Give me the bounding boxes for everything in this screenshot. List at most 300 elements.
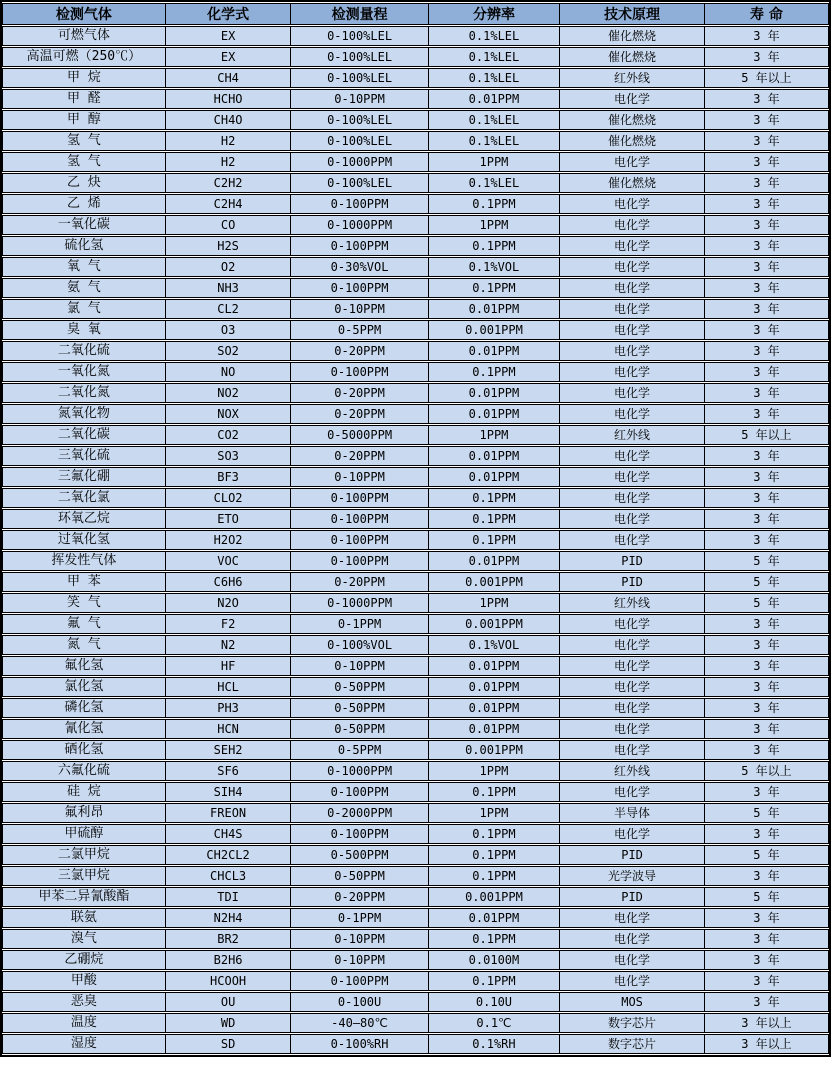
cell-resolution: 0.1PPM (429, 929, 560, 949)
cell-chemical-formula: H2O2 (166, 530, 292, 550)
cell-lifespan: 3 年 (705, 677, 829, 697)
cell-lifespan: 3 年 (705, 740, 829, 760)
cell-lifespan: 3 年 (705, 341, 829, 361)
table-row (2, 1013, 829, 1033)
cell-resolution: 0.01PPM (429, 551, 560, 571)
cell-technology: 催化燃烧 (560, 173, 705, 193)
cell-detection-range: 0-1000PPM (291, 215, 428, 235)
cell-gas-name: 过氧化氢 (2, 530, 166, 550)
cell-lifespan: 3 年 (705, 656, 829, 676)
cell-detection-range: 0-100PPM (291, 530, 428, 550)
cell-technology: 电化学 (560, 89, 705, 109)
cell-technology: PID (560, 887, 705, 907)
cell-chemical-formula: CO (166, 215, 292, 235)
cell-resolution: 0.1PPM (429, 236, 560, 256)
cell-gas-name: 臭 氧 (2, 320, 166, 340)
cell-resolution: 0.1%RH (429, 1034, 560, 1054)
table-row (2, 719, 829, 739)
cell-lifespan: 3 年 (705, 530, 829, 550)
cell-chemical-formula: B2H6 (166, 950, 292, 970)
cell-detection-range: 0-100%VOL (291, 635, 428, 655)
cell-lifespan: 3 年 (705, 446, 829, 466)
cell-chemical-formula: BF3 (166, 467, 292, 487)
cell-detection-range: 0-50PPM (291, 866, 428, 886)
cell-resolution: 0.1PPM (429, 509, 560, 529)
cell-resolution: 0.01PPM (429, 719, 560, 739)
cell-resolution: 0.1%LEL (429, 131, 560, 151)
cell-chemical-formula: NO (166, 362, 292, 382)
cell-chemical-formula: HCL (166, 677, 292, 697)
table-row (2, 467, 829, 487)
cell-chemical-formula: HCN (166, 719, 292, 739)
cell-detection-range: 0-2000PPM (291, 803, 428, 823)
cell-gas-name: 湿度 (2, 1034, 166, 1054)
cell-technology: 红外线 (560, 761, 705, 781)
cell-gas-name: 三氧化硫 (2, 446, 166, 466)
cell-chemical-formula: CH4 (166, 68, 292, 88)
table-row (2, 992, 829, 1012)
table-row (2, 971, 829, 991)
table-row (2, 320, 829, 340)
cell-lifespan: 5 年 (705, 803, 829, 823)
cell-resolution: 0.1℃ (429, 1013, 560, 1033)
cell-resolution: 1PPM (429, 593, 560, 613)
cell-technology: 电化学 (560, 635, 705, 655)
cell-detection-range: 0-100PPM (291, 824, 428, 844)
cell-detection-range: 0-20PPM (291, 887, 428, 907)
cell-resolution: 1PPM (429, 152, 560, 172)
column-header-resolution: 分辨率 (429, 3, 560, 25)
cell-resolution: 0.01PPM (429, 698, 560, 718)
cell-chemical-formula: CH2CL2 (166, 845, 292, 865)
cell-detection-range: 0-20PPM (291, 383, 428, 403)
cell-lifespan: 3 年 (705, 467, 829, 487)
cell-resolution: 0.10U (429, 992, 560, 1012)
cell-technology: 电化学 (560, 698, 705, 718)
table-row (2, 530, 829, 550)
cell-technology: 电化学 (560, 929, 705, 949)
cell-detection-range: 0-10PPM (291, 467, 428, 487)
table-row (2, 299, 829, 319)
cell-detection-range: 0-100%LEL (291, 47, 428, 67)
cell-resolution: 0.1%VOL (429, 257, 560, 277)
cell-resolution: 0.1PPM (429, 845, 560, 865)
cell-technology: 数字芯片 (560, 1013, 705, 1033)
cell-resolution: 0.01PPM (429, 299, 560, 319)
cell-gas-name: 氢 气 (2, 131, 166, 151)
cell-chemical-formula: H2S (166, 236, 292, 256)
cell-resolution: 0.1PPM (429, 278, 560, 298)
cell-detection-range: 0-100PPM (291, 236, 428, 256)
cell-chemical-formula: CL2 (166, 299, 292, 319)
cell-chemical-formula: WD (166, 1013, 292, 1033)
cell-chemical-formula: CHCL3 (166, 866, 292, 886)
cell-lifespan: 3 年 (705, 299, 829, 319)
cell-gas-name: 硒化氢 (2, 740, 166, 760)
cell-chemical-formula: ETO (166, 509, 292, 529)
cell-resolution: 1PPM (429, 803, 560, 823)
cell-technology: 电化学 (560, 782, 705, 802)
cell-technology: 半导体 (560, 803, 705, 823)
cell-detection-range: 0-100PPM (291, 194, 428, 214)
cell-gas-name: 氨 气 (2, 278, 166, 298)
cell-detection-range: 0-100PPM (291, 971, 428, 991)
cell-lifespan: 3 年 (705, 173, 829, 193)
cell-lifespan: 3 年 (705, 929, 829, 949)
cell-resolution: 0.001PPM (429, 572, 560, 592)
cell-chemical-formula: NH3 (166, 278, 292, 298)
cell-gas-name: 氯 气 (2, 299, 166, 319)
cell-gas-name: 高温可燃（250℃） (2, 47, 166, 67)
cell-detection-range: 0-100PPM (291, 551, 428, 571)
cell-gas-name: 二氧化碳 (2, 425, 166, 445)
cell-gas-name: 氟化氢 (2, 656, 166, 676)
cell-technology: 电化学 (560, 341, 705, 361)
cell-technology: PID (560, 845, 705, 865)
cell-technology: 电化学 (560, 971, 705, 991)
cell-chemical-formula: VOC (166, 551, 292, 571)
table-row (2, 110, 829, 130)
cell-technology: 数字芯片 (560, 1034, 705, 1054)
cell-detection-range: 0-100PPM (291, 782, 428, 802)
cell-chemical-formula: N2 (166, 635, 292, 655)
cell-gas-name: 甲苯二异氰酸酯 (2, 887, 166, 907)
cell-gas-name: 甲 烷 (2, 68, 166, 88)
cell-lifespan: 3 年 (705, 908, 829, 928)
cell-resolution: 0.01PPM (429, 446, 560, 466)
cell-gas-name: 二氧化氮 (2, 383, 166, 403)
cell-gas-name: 氮氧化物 (2, 404, 166, 424)
table-row (2, 152, 829, 172)
cell-detection-range: 0-5000PPM (291, 425, 428, 445)
column-header-gas-name: 检测气体 (2, 3, 166, 25)
cell-lifespan: 5 年以上 (705, 761, 829, 781)
table-row (2, 383, 829, 403)
cell-chemical-formula: SD (166, 1034, 292, 1054)
cell-technology: 电化学 (560, 908, 705, 928)
column-header-technology: 技术原理 (560, 3, 705, 25)
cell-detection-range: 0-100%RH (291, 1034, 428, 1054)
cell-lifespan: 5 年以上 (705, 425, 829, 445)
cell-gas-name: 溴气 (2, 929, 166, 949)
cell-detection-range: 0-10PPM (291, 656, 428, 676)
cell-chemical-formula: N2O (166, 593, 292, 613)
cell-technology: 电化学 (560, 614, 705, 634)
cell-chemical-formula: CH4S (166, 824, 292, 844)
cell-lifespan: 3 年 (705, 26, 829, 46)
cell-detection-range: 0-1PPM (291, 614, 428, 634)
cell-chemical-formula: CO2 (166, 425, 292, 445)
cell-gas-name: 二氯甲烷 (2, 845, 166, 865)
cell-gas-name: 甲 醇 (2, 110, 166, 130)
cell-lifespan: 3 年以上 (705, 1013, 829, 1033)
cell-gas-name: 氧 气 (2, 257, 166, 277)
cell-gas-name: 二氧化氯 (2, 488, 166, 508)
cell-resolution: 0.01PPM (429, 89, 560, 109)
cell-detection-range: 0-1000PPM (291, 593, 428, 613)
cell-technology: 电化学 (560, 278, 705, 298)
cell-resolution: 0.01PPM (429, 341, 560, 361)
cell-lifespan: 3 年 (705, 89, 829, 109)
cell-detection-range: 0-50PPM (291, 719, 428, 739)
cell-chemical-formula: HCHO (166, 89, 292, 109)
cell-chemical-formula: BR2 (166, 929, 292, 949)
cell-chemical-formula: N2H4 (166, 908, 292, 928)
table-row (2, 257, 829, 277)
cell-lifespan: 3 年 (705, 782, 829, 802)
table-row (2, 425, 829, 445)
table-row (2, 215, 829, 235)
cell-lifespan: 3 年 (705, 236, 829, 256)
cell-detection-range: -40—80℃ (291, 1013, 428, 1033)
cell-gas-name: 硅 烷 (2, 782, 166, 802)
cell-detection-range: 0-500PPM (291, 845, 428, 865)
table-row (2, 803, 829, 823)
table-row (2, 656, 829, 676)
table-row (2, 572, 829, 592)
cell-resolution: 1PPM (429, 215, 560, 235)
cell-detection-range: 0-5PPM (291, 740, 428, 760)
table-row (2, 614, 829, 634)
table-row (2, 47, 829, 67)
cell-resolution: 0.001PPM (429, 740, 560, 760)
header-row (2, 3, 829, 25)
table-row (2, 26, 829, 46)
table-row (2, 866, 829, 886)
cell-lifespan: 5 年 (705, 593, 829, 613)
column-header-chemical-formula: 化学式 (166, 3, 292, 25)
cell-detection-range: 0-100%LEL (291, 173, 428, 193)
cell-detection-range: 0-50PPM (291, 698, 428, 718)
cell-gas-name: 乙 炔 (2, 173, 166, 193)
cell-chemical-formula: O3 (166, 320, 292, 340)
cell-chemical-formula: C6H6 (166, 572, 292, 592)
cell-gas-name: 环氧乙烷 (2, 509, 166, 529)
cell-chemical-formula: H2 (166, 152, 292, 172)
cell-gas-name: 氰化氢 (2, 719, 166, 739)
cell-technology: 电化学 (560, 740, 705, 760)
table-row (2, 278, 829, 298)
cell-detection-range: 0-10PPM (291, 89, 428, 109)
cell-technology: 电化学 (560, 950, 705, 970)
cell-resolution: 0.1PPM (429, 530, 560, 550)
cell-lifespan: 3 年 (705, 362, 829, 382)
cell-chemical-formula: SO3 (166, 446, 292, 466)
cell-lifespan: 5 年以上 (705, 68, 829, 88)
cell-technology: 电化学 (560, 656, 705, 676)
cell-gas-name: 氢 气 (2, 152, 166, 172)
cell-detection-range: 0-20PPM (291, 572, 428, 592)
cell-technology: 催化燃烧 (560, 26, 705, 46)
cell-detection-range: 0-30%VOL (291, 257, 428, 277)
cell-technology: PID (560, 572, 705, 592)
cell-resolution: 0.1PPM (429, 488, 560, 508)
cell-technology: 红外线 (560, 593, 705, 613)
cell-technology: 电化学 (560, 488, 705, 508)
cell-lifespan: 3 年 (705, 635, 829, 655)
cell-chemical-formula: PH3 (166, 698, 292, 718)
cell-detection-range: 0-100PPM (291, 362, 428, 382)
table-row (2, 551, 829, 571)
cell-lifespan: 3 年 (705, 509, 829, 529)
cell-resolution: 0.01PPM (429, 383, 560, 403)
table-row (2, 950, 829, 970)
table-row (2, 824, 829, 844)
cell-technology: PID (560, 551, 705, 571)
column-header-lifespan: 寿 命 (705, 3, 829, 25)
table-row (2, 1034, 829, 1054)
cell-lifespan: 3 年 (705, 110, 829, 130)
table-row (2, 782, 829, 802)
cell-chemical-formula: CLO2 (166, 488, 292, 508)
cell-gas-name: 硫化氢 (2, 236, 166, 256)
cell-resolution: 0.01PPM (429, 467, 560, 487)
table-row (2, 635, 829, 655)
cell-resolution: 1PPM (429, 425, 560, 445)
cell-gas-name: 磷化氢 (2, 698, 166, 718)
cell-technology: 电化学 (560, 194, 705, 214)
cell-lifespan: 3 年 (705, 404, 829, 424)
cell-resolution: 0.1%LEL (429, 26, 560, 46)
cell-gas-name: 恶臭 (2, 992, 166, 1012)
cell-technology: 电化学 (560, 530, 705, 550)
cell-gas-name: 乙 烯 (2, 194, 166, 214)
cell-technology: 电化学 (560, 152, 705, 172)
cell-technology: 电化学 (560, 404, 705, 424)
cell-chemical-formula: SEH2 (166, 740, 292, 760)
cell-detection-range: 0-1000PPM (291, 761, 428, 781)
table-row (2, 404, 829, 424)
table-row (2, 446, 829, 466)
cell-resolution: 1PPM (429, 761, 560, 781)
table-row (2, 509, 829, 529)
table-row (2, 236, 829, 256)
cell-resolution: 0.1PPM (429, 782, 560, 802)
cell-gas-name: 氮 气 (2, 635, 166, 655)
cell-technology: 电化学 (560, 257, 705, 277)
cell-detection-range: 0-1000PPM (291, 152, 428, 172)
cell-resolution: 0.1PPM (429, 194, 560, 214)
cell-lifespan: 3 年 (705, 320, 829, 340)
cell-technology: 电化学 (560, 299, 705, 319)
cell-lifespan: 5 年 (705, 887, 829, 907)
cell-technology: 电化学 (560, 719, 705, 739)
table-row (2, 341, 829, 361)
cell-gas-name: 氟利昂 (2, 803, 166, 823)
cell-chemical-formula: TDI (166, 887, 292, 907)
cell-detection-range: 0-100%LEL (291, 68, 428, 88)
cell-chemical-formula: FREON (166, 803, 292, 823)
cell-gas-name: 甲硫醇 (2, 824, 166, 844)
cell-gas-name: 甲 醛 (2, 89, 166, 109)
cell-detection-range: 0-10PPM (291, 929, 428, 949)
cell-gas-name: 温度 (2, 1013, 166, 1033)
cell-chemical-formula: O2 (166, 257, 292, 277)
cell-lifespan: 3 年 (705, 215, 829, 235)
table-row (2, 929, 829, 949)
cell-gas-name: 甲 苯 (2, 572, 166, 592)
cell-detection-range: 0-100PPM (291, 509, 428, 529)
table-row (2, 89, 829, 109)
cell-resolution: 0.1PPM (429, 824, 560, 844)
cell-chemical-formula: EX (166, 26, 292, 46)
cell-detection-range: 0-20PPM (291, 341, 428, 361)
table-body (2, 26, 829, 1054)
cell-lifespan: 3 年 (705, 131, 829, 151)
cell-technology: 催化燃烧 (560, 47, 705, 67)
table-row (2, 194, 829, 214)
cell-resolution: 0.1PPM (429, 971, 560, 991)
cell-detection-range: 0-20PPM (291, 404, 428, 424)
cell-gas-name: 氯化氢 (2, 677, 166, 697)
cell-lifespan: 3 年 (705, 719, 829, 739)
cell-resolution: 0.01PPM (429, 908, 560, 928)
table-row (2, 131, 829, 151)
cell-resolution: 0.1PPM (429, 866, 560, 886)
cell-gas-name: 三氟化硼 (2, 467, 166, 487)
cell-chemical-formula: HCOOH (166, 971, 292, 991)
cell-gas-name: 可燃气体 (2, 26, 166, 46)
cell-chemical-formula: NOX (166, 404, 292, 424)
table-row (2, 698, 829, 718)
cell-gas-name: 三氯甲烷 (2, 866, 166, 886)
cell-resolution: 0.1%LEL (429, 68, 560, 88)
cell-technology: 电化学 (560, 509, 705, 529)
cell-technology: 电化学 (560, 215, 705, 235)
cell-technology: 电化学 (560, 320, 705, 340)
cell-gas-name: 一氧化碳 (2, 215, 166, 235)
cell-detection-range: 0-10PPM (291, 950, 428, 970)
cell-resolution: 0.001PPM (429, 320, 560, 340)
cell-resolution: 0.1%LEL (429, 47, 560, 67)
cell-lifespan: 3 年 (705, 278, 829, 298)
cell-gas-name: 六氟化硫 (2, 761, 166, 781)
cell-resolution: 0.1PPM (429, 362, 560, 382)
cell-gas-name: 挥发性气体 (2, 551, 166, 571)
cell-detection-range: 0-100PPM (291, 488, 428, 508)
table-row (2, 173, 829, 193)
cell-detection-range: 0-10PPM (291, 299, 428, 319)
cell-detection-range: 0-1PPM (291, 908, 428, 928)
cell-resolution: 0.1%VOL (429, 635, 560, 655)
cell-lifespan: 5 年 (705, 572, 829, 592)
cell-lifespan: 3 年 (705, 698, 829, 718)
cell-lifespan: 3 年 (705, 488, 829, 508)
cell-chemical-formula: F2 (166, 614, 292, 634)
table-row (2, 761, 829, 781)
cell-chemical-formula: SF6 (166, 761, 292, 781)
cell-technology: 电化学 (560, 383, 705, 403)
cell-lifespan: 3 年 (705, 194, 829, 214)
cell-resolution: 0.01PPM (429, 404, 560, 424)
cell-chemical-formula: HF (166, 656, 292, 676)
cell-chemical-formula: SO2 (166, 341, 292, 361)
cell-detection-range: 0-20PPM (291, 446, 428, 466)
cell-resolution: 0.01PPM (429, 656, 560, 676)
cell-resolution: 0.0100M (429, 950, 560, 970)
cell-gas-name: 乙硼烷 (2, 950, 166, 970)
cell-lifespan: 3 年 (705, 383, 829, 403)
cell-resolution: 0.1%LEL (429, 173, 560, 193)
cell-technology: 红外线 (560, 68, 705, 88)
cell-resolution: 0.001PPM (429, 614, 560, 634)
cell-detection-range: 0-100PPM (291, 278, 428, 298)
cell-lifespan: 3 年 (705, 152, 829, 172)
cell-detection-range: 0-100U (291, 992, 428, 1012)
cell-technology: 电化学 (560, 236, 705, 256)
cell-detection-range: 0-100%LEL (291, 26, 428, 46)
cell-lifespan: 5 年 (705, 551, 829, 571)
